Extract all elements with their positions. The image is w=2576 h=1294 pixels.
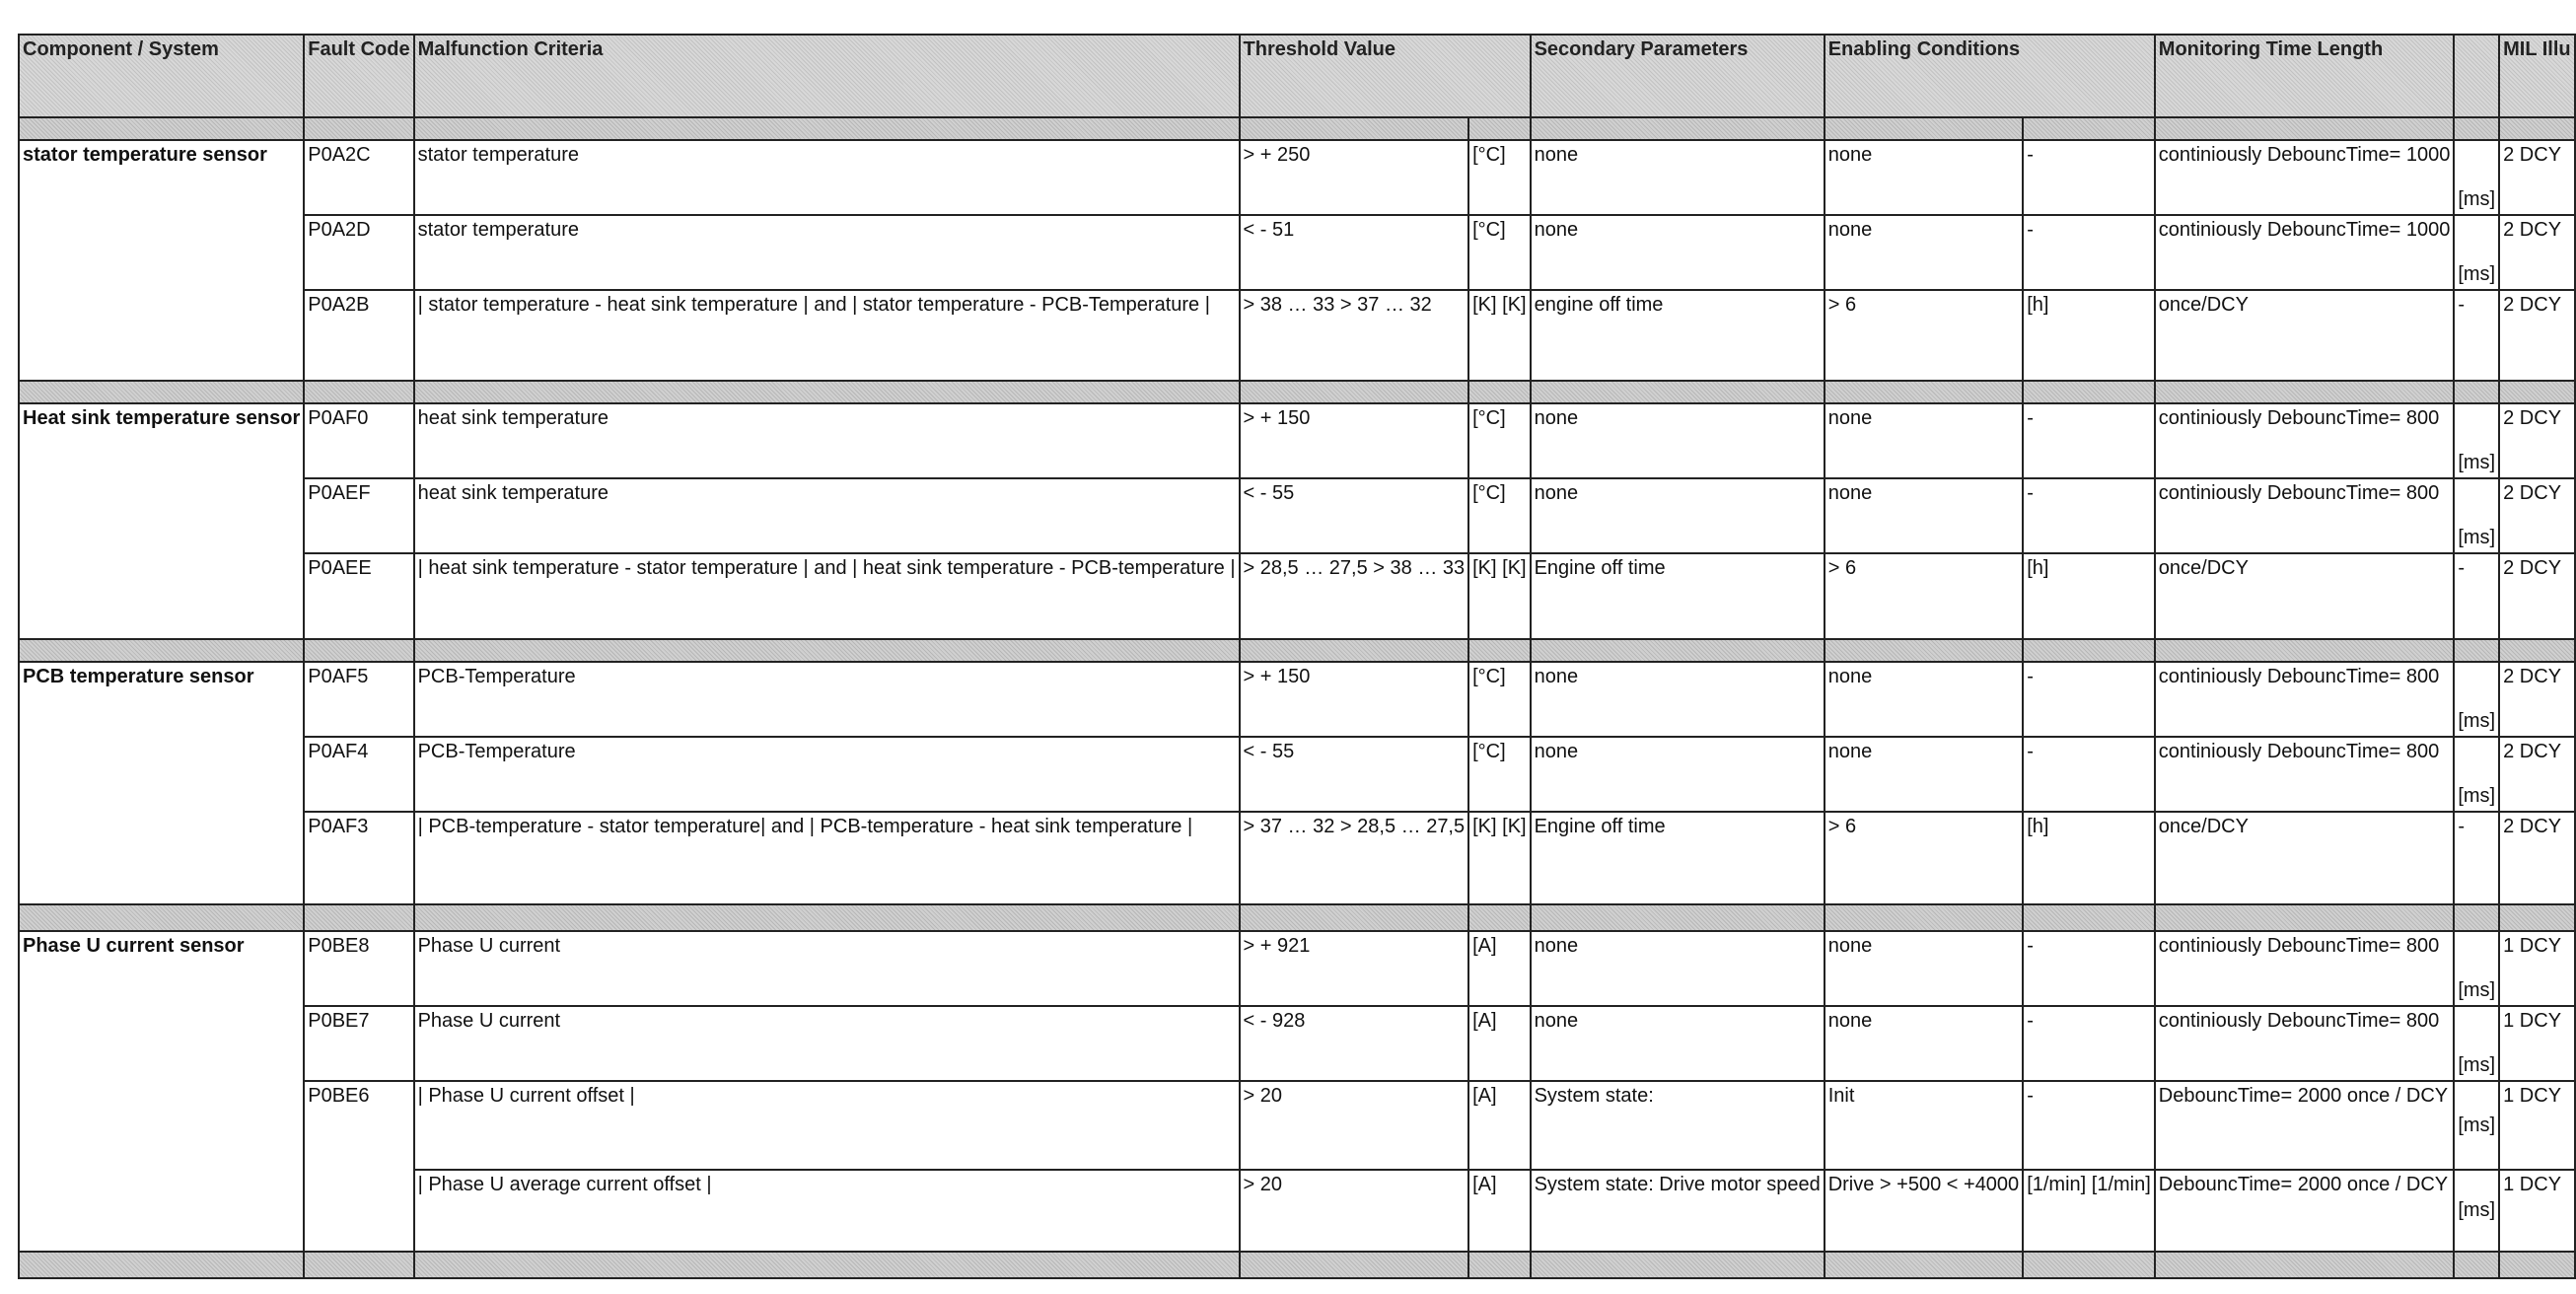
- monitoring-time-unit: [ms]: [2454, 931, 2499, 1006]
- threshold: < - 928: [1240, 1006, 1469, 1081]
- threshold: > 20: [1240, 1081, 1469, 1170]
- monitoring-time: continiously DebouncTime= 800: [2155, 662, 2455, 737]
- enabling-unit: -: [2023, 1006, 2155, 1081]
- criteria: | heat sink temperature - stator temperature | and | heat sink temperature - PCB-temperature |: [414, 553, 1240, 639]
- threshold: > + 150: [1240, 662, 1469, 737]
- criteria: Phase U current: [414, 1006, 1240, 1081]
- table-row: [19, 1081, 2575, 1170]
- header-component: Component / System: [19, 35, 304, 117]
- monitoring-time: DebouncTime= 2000 once / DCY: [2155, 1081, 2455, 1170]
- header-secondary-parameters: Secondary Parameters: [1531, 35, 1825, 117]
- enabling-unit: -: [2023, 403, 2155, 478]
- secondary-param: none: [1531, 478, 1825, 553]
- enabling-value: none: [1825, 662, 2023, 737]
- secondary-param: engine off time: [1531, 290, 1825, 381]
- enabling-value: none: [1825, 931, 2023, 1006]
- monitoring-time-unit: [ms]: [2454, 662, 2499, 737]
- threshold-unit: [°C]: [1468, 403, 1530, 478]
- monitoring-time: continiously DebouncTime= 800: [2155, 1006, 2455, 1081]
- table-row: [19, 403, 2575, 478]
- mil-value: 2 DCY: [2499, 403, 2575, 478]
- criteria: PCB-Temperature: [414, 737, 1240, 812]
- table-row: [19, 553, 2575, 639]
- criteria: stator temperature: [414, 215, 1240, 290]
- enabling-unit: -: [2023, 215, 2155, 290]
- criteria: heat sink temperature: [414, 478, 1240, 553]
- header-malfunction-criteria: Malfunction Criteria: [414, 35, 1240, 117]
- monitoring-time: once/DCY: [2155, 290, 2455, 381]
- mil-value: 1 DCY: [2499, 1006, 2575, 1081]
- monitoring-time-unit: [ms]: [2454, 478, 2499, 553]
- separator-row: [19, 1252, 2575, 1278]
- threshold: > 38 … 33 > 37 … 32: [1240, 290, 1469, 381]
- threshold-unit: [A]: [1468, 931, 1530, 1006]
- fault-code: P0BE7: [304, 1006, 413, 1081]
- mil-value: 1 DCY: [2499, 1081, 2575, 1170]
- header-mil: MIL Illu: [2499, 35, 2575, 117]
- component-cell: Heat sink temperature sensor: [19, 403, 304, 639]
- secondary-param: Engine off time: [1531, 812, 1825, 904]
- mil-value: 2 DCY: [2499, 290, 2575, 381]
- enabling-value: Drive > +500 < +4000: [1825, 1170, 2023, 1252]
- threshold: > + 150: [1240, 403, 1469, 478]
- threshold-unit: [A]: [1468, 1006, 1530, 1081]
- mil-value: 2 DCY: [2499, 478, 2575, 553]
- mil-value: 2 DCY: [2499, 737, 2575, 812]
- threshold-unit: [°C]: [1468, 215, 1530, 290]
- diagnostic-table: [18, 34, 2576, 1279]
- threshold-unit: [K] [K]: [1468, 553, 1530, 639]
- component-cell: Phase U current sensor: [19, 931, 304, 1252]
- secondary-param: none: [1531, 931, 1825, 1006]
- threshold: > + 921: [1240, 931, 1469, 1006]
- table-row: [19, 931, 2575, 1006]
- enabling-unit: -: [2023, 931, 2155, 1006]
- threshold-unit: [°C]: [1468, 478, 1530, 553]
- enabling-value: none: [1825, 140, 2023, 215]
- monitoring-time-unit: -: [2454, 812, 2499, 904]
- monitoring-time-unit: [ms]: [2454, 1081, 2499, 1170]
- mil-value: 1 DCY: [2499, 931, 2575, 1006]
- threshold: > + 250: [1240, 140, 1469, 215]
- component-cell: stator temperature sensor: [19, 140, 304, 381]
- secondary-param: none: [1531, 737, 1825, 812]
- header-enabling-conditions: Enabling Conditions: [1825, 35, 2155, 117]
- enabling-value: none: [1825, 1006, 2023, 1081]
- monitoring-time: continiously DebouncTime= 800: [2155, 737, 2455, 812]
- component-cell: PCB temperature sensor: [19, 662, 304, 904]
- enabling-value: none: [1825, 215, 2023, 290]
- monitoring-time-unit: [ms]: [2454, 140, 2499, 215]
- monitoring-time: continiously DebouncTime= 800: [2155, 478, 2455, 553]
- fault-code: P0A2D: [304, 215, 413, 290]
- fault-code: P0AEE: [304, 553, 413, 639]
- monitoring-time: continiously DebouncTime= 1000: [2155, 140, 2455, 215]
- fault-code: P0AEF: [304, 478, 413, 553]
- header-blank: [2454, 35, 2499, 117]
- threshold: < - 51: [1240, 215, 1469, 290]
- table-row: [19, 478, 2575, 553]
- separator-row: [19, 904, 2575, 931]
- enabling-unit: [h]: [2023, 290, 2155, 381]
- secondary-param: none: [1531, 215, 1825, 290]
- enabling-unit: -: [2023, 478, 2155, 553]
- secondary-param: none: [1531, 662, 1825, 737]
- threshold-unit: [°C]: [1468, 737, 1530, 812]
- monitoring-time: continiously DebouncTime= 800: [2155, 403, 2455, 478]
- separator-row: [19, 381, 2575, 403]
- monitoring-time: once/DCY: [2155, 812, 2455, 904]
- enabling-unit: -: [2023, 662, 2155, 737]
- fault-code: P0A2C: [304, 140, 413, 215]
- monitoring-time-unit: [ms]: [2454, 1170, 2499, 1252]
- threshold-unit: [A]: [1468, 1081, 1530, 1170]
- enabling-unit: -: [2023, 737, 2155, 812]
- monitoring-time: once/DCY: [2155, 553, 2455, 639]
- fault-code: P0A2B: [304, 290, 413, 381]
- mil-value: 2 DCY: [2499, 140, 2575, 215]
- enabling-value: none: [1825, 478, 2023, 553]
- header-threshold-value: Threshold Value: [1240, 35, 1531, 117]
- threshold: < - 55: [1240, 737, 1469, 812]
- threshold: < - 55: [1240, 478, 1469, 553]
- criteria: | stator temperature - heat sink temperature | and | stator temperature - PCB-Temperature |: [414, 290, 1240, 381]
- monitoring-time-unit: [ms]: [2454, 215, 2499, 290]
- fault-code: P0BE6: [304, 1081, 413, 1252]
- criteria: heat sink temperature: [414, 403, 1240, 478]
- table-row: [19, 140, 2575, 215]
- enabling-value: none: [1825, 737, 2023, 812]
- table-row: [19, 215, 2575, 290]
- secondary-param: none: [1531, 403, 1825, 478]
- monitoring-time-unit: -: [2454, 553, 2499, 639]
- mil-value: 2 DCY: [2499, 553, 2575, 639]
- monitoring-time: continiously DebouncTime= 800: [2155, 931, 2455, 1006]
- threshold-unit: [A]: [1468, 1170, 1530, 1252]
- fault-code: P0AF4: [304, 737, 413, 812]
- enabling-value: > 6: [1825, 290, 2023, 381]
- monitoring-time: continiously DebouncTime= 1000: [2155, 215, 2455, 290]
- secondary-param: System state: Drive motor speed: [1531, 1170, 1825, 1252]
- enabling-value: > 6: [1825, 812, 2023, 904]
- threshold-unit: [°C]: [1468, 140, 1530, 215]
- fault-code: P0AF5: [304, 662, 413, 737]
- secondary-param: Engine off time: [1531, 553, 1825, 639]
- criteria: | Phase U average current offset |: [414, 1170, 1240, 1252]
- enabling-value: none: [1825, 403, 2023, 478]
- monitoring-time-unit: [ms]: [2454, 737, 2499, 812]
- threshold-unit: [K] [K]: [1468, 812, 1530, 904]
- threshold: > 37 … 32 > 28,5 … 27,5: [1240, 812, 1469, 904]
- criteria: | Phase U current offset |: [414, 1081, 1240, 1170]
- monitoring-time-unit: [ms]: [2454, 1006, 2499, 1081]
- secondary-param: none: [1531, 140, 1825, 215]
- separator-row: [19, 639, 2575, 662]
- enabling-unit: [1/min] [1/min]: [2023, 1170, 2155, 1252]
- threshold-unit: [K] [K]: [1468, 290, 1530, 381]
- mil-value: 2 DCY: [2499, 215, 2575, 290]
- fault-code: P0AF3: [304, 812, 413, 904]
- enabling-unit: [h]: [2023, 812, 2155, 904]
- mil-value: 1 DCY: [2499, 1170, 2575, 1252]
- table-row: [19, 737, 2575, 812]
- mil-value: 2 DCY: [2499, 812, 2575, 904]
- monitoring-time-unit: -: [2454, 290, 2499, 381]
- header-monitoring-time: Monitoring Time Length: [2155, 35, 2455, 117]
- table-row: [19, 812, 2575, 904]
- monitoring-time-unit: [ms]: [2454, 403, 2499, 478]
- threshold-unit: [°C]: [1468, 662, 1530, 737]
- enabling-value: > 6: [1825, 553, 2023, 639]
- secondary-param: none: [1531, 1006, 1825, 1081]
- criteria: | PCB-temperature - stator temperature| and | PCB-temperature - heat sink temperature |: [414, 812, 1240, 904]
- separator-row: [19, 117, 2575, 140]
- enabling-unit: -: [2023, 1081, 2155, 1170]
- enabling-unit: -: [2023, 140, 2155, 215]
- enabling-value: Init: [1825, 1081, 2023, 1170]
- criteria: stator temperature: [414, 140, 1240, 215]
- fault-code: P0BE8: [304, 931, 413, 1006]
- header-row: [19, 35, 2575, 117]
- criteria: Phase U current: [414, 931, 1240, 1006]
- table-row: [19, 1006, 2575, 1081]
- secondary-param: System state:: [1531, 1081, 1825, 1170]
- table-row: [19, 290, 2575, 381]
- threshold: > 28,5 … 27,5 > 38 … 33: [1240, 553, 1469, 639]
- monitoring-time: DebouncTime= 2000 once / DCY: [2155, 1170, 2455, 1252]
- header-fault-code: Fault Code: [304, 35, 413, 117]
- table-row: [19, 662, 2575, 737]
- threshold: > 20: [1240, 1170, 1469, 1252]
- criteria: PCB-Temperature: [414, 662, 1240, 737]
- mil-value: 2 DCY: [2499, 662, 2575, 737]
- enabling-unit: [h]: [2023, 553, 2155, 639]
- fault-code: P0AF0: [304, 403, 413, 478]
